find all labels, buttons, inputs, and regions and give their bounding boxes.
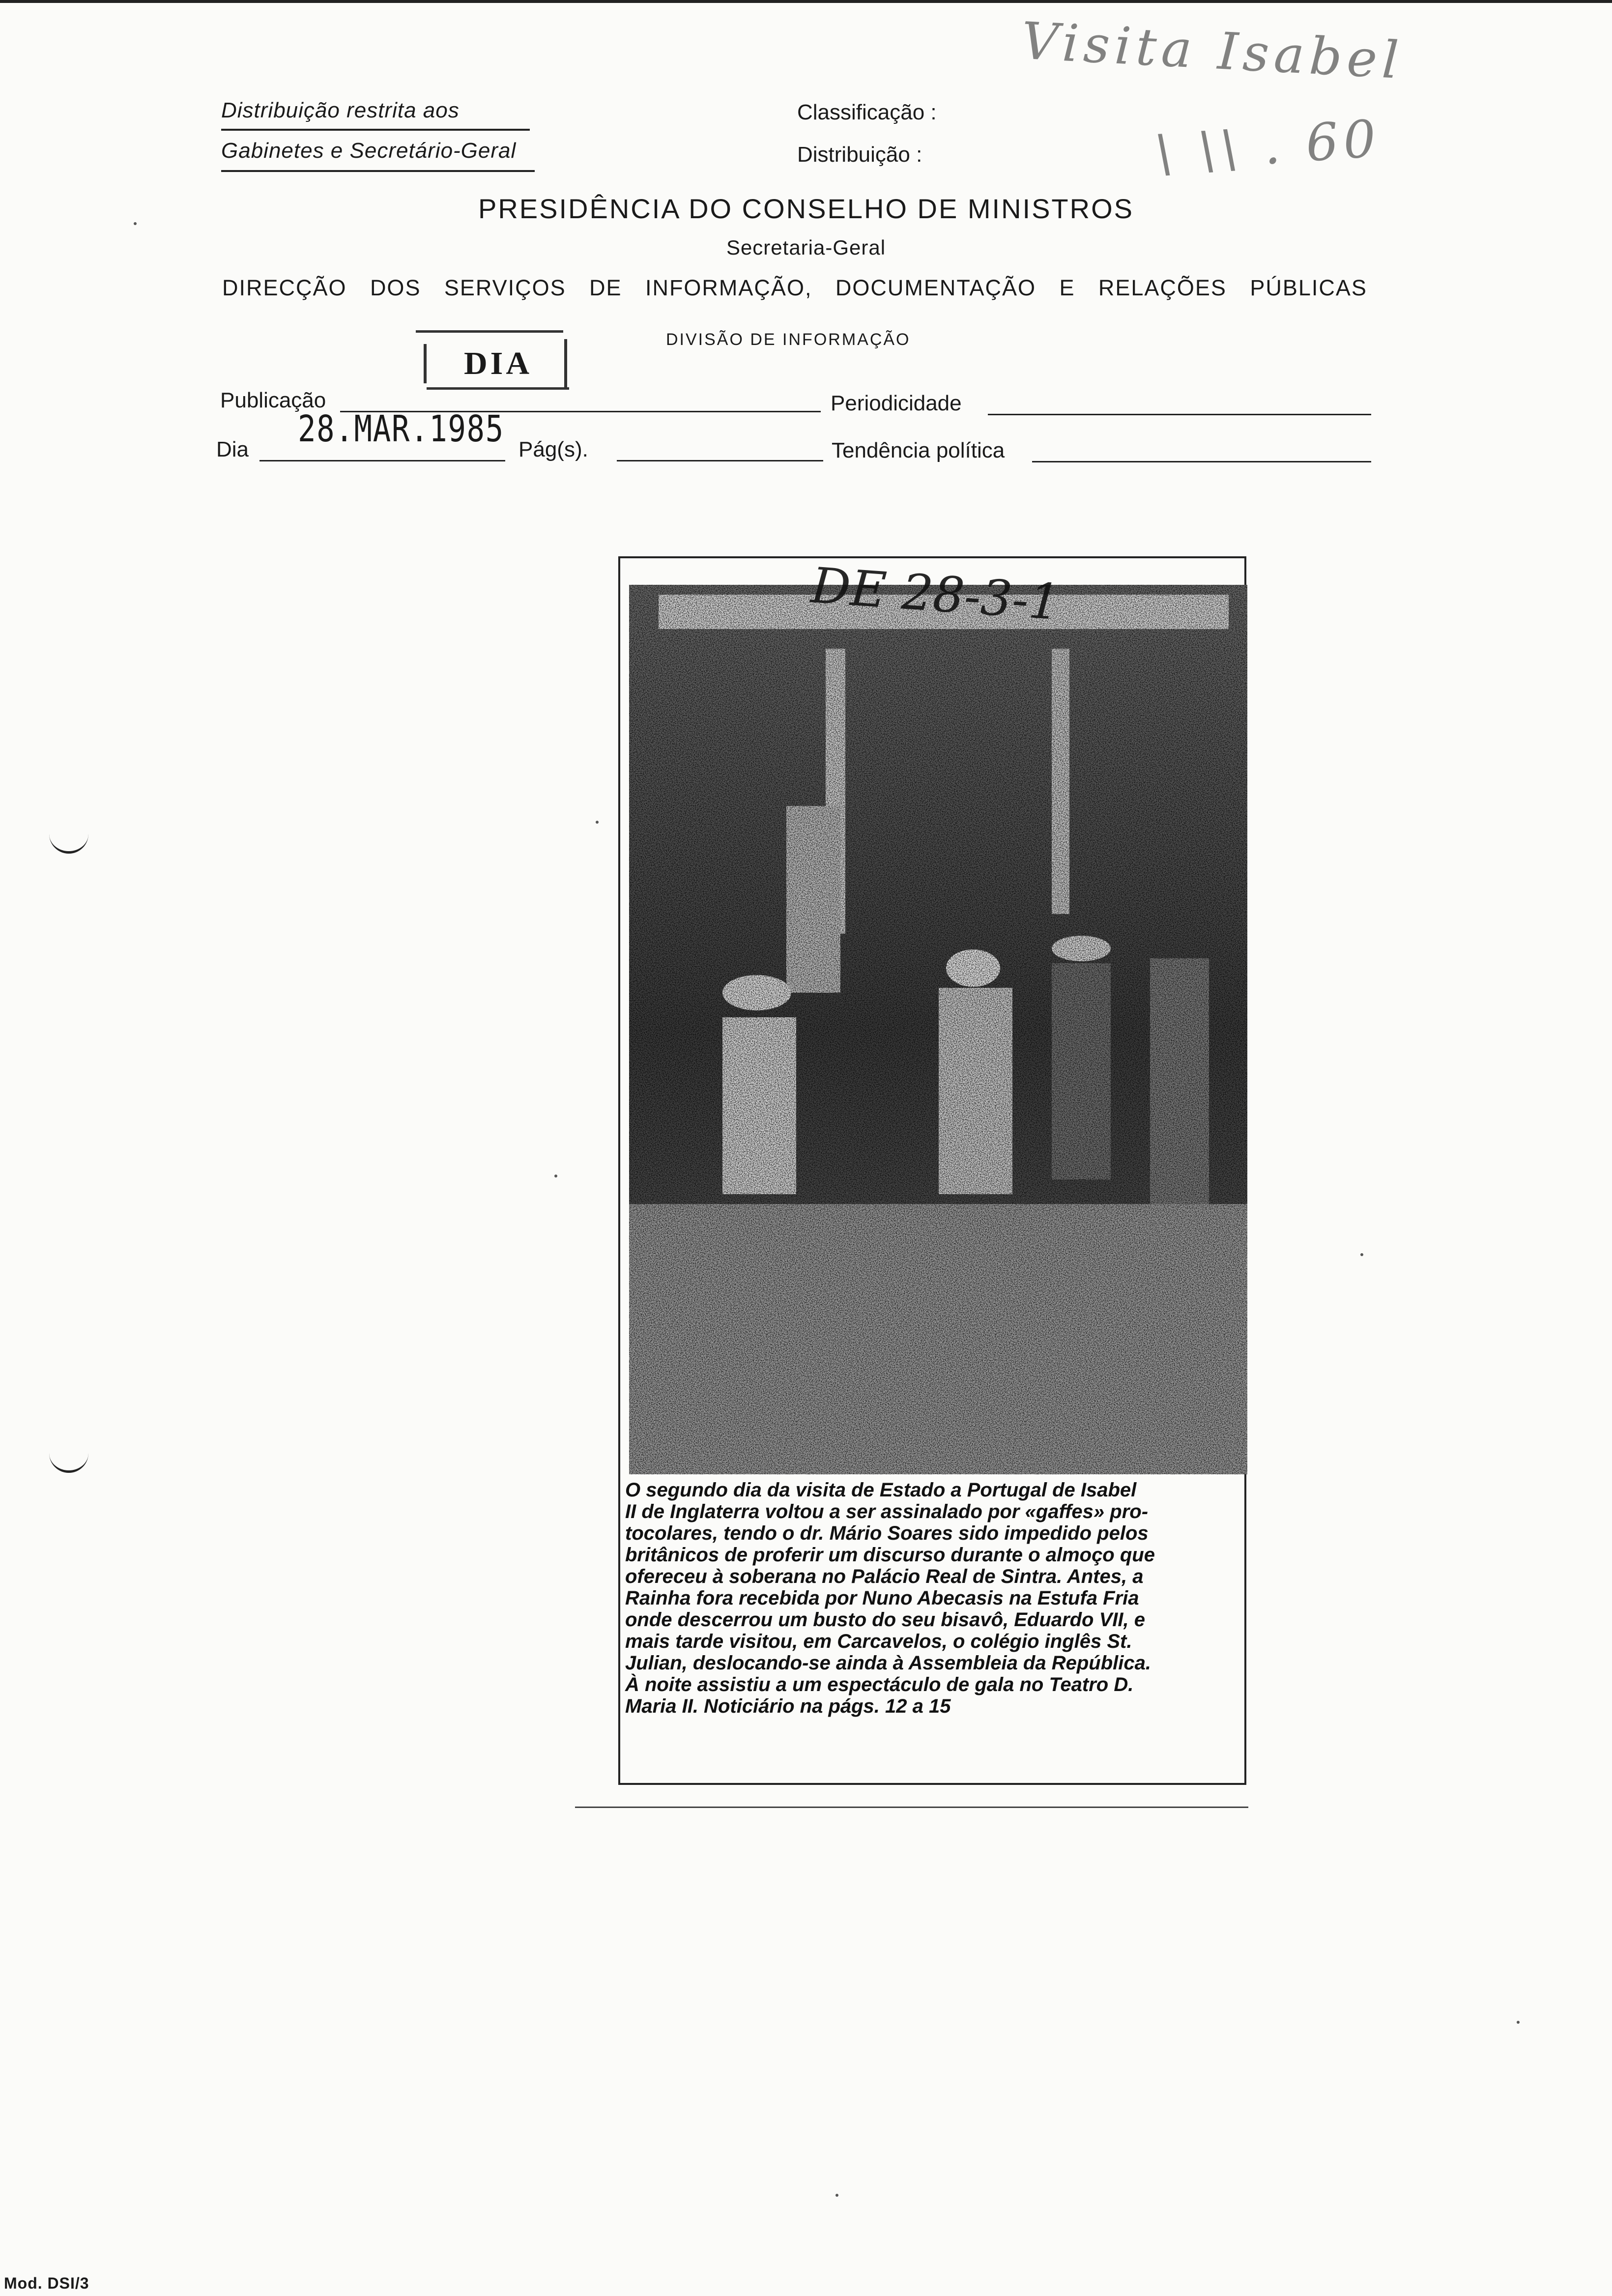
classification-label: Classificação : xyxy=(797,100,937,124)
scan-speck xyxy=(1360,1253,1363,1256)
political-tendency-field-line xyxy=(1032,461,1371,462)
day-field-line xyxy=(259,460,505,461)
publication-label: Publicação xyxy=(220,388,326,412)
form-code: Mod. DSI/3 xyxy=(4,2274,89,2292)
distribution-underline-1 xyxy=(221,129,530,131)
caption-line: À noite assistiu a um espectáculo de gala no Teatro D. xyxy=(625,1674,1134,1695)
scan-speck xyxy=(596,821,599,824)
political-tendency-label: Tendência política xyxy=(832,438,1005,462)
pages-label: Pág(s). xyxy=(518,437,588,461)
clipping-handwritten-date: DE 28-3-1 xyxy=(809,556,1062,631)
caption-line: Julian, deslocando-se ainda à Assembleia da República. xyxy=(625,1652,1151,1674)
clipping-photo xyxy=(629,585,1247,1474)
caption-line: britânicos de proferir um discurso durante o almoço que xyxy=(625,1544,1155,1566)
direction-word: INFORMAÇÃO, xyxy=(645,275,812,300)
stamp-frame-left xyxy=(424,344,427,383)
handwritten-annotation-top: Visita Isabel xyxy=(1020,10,1405,91)
distribution-underline-2 xyxy=(221,170,535,172)
clipping-caption xyxy=(625,1479,1235,1717)
direction-word: DOS xyxy=(370,275,421,300)
stamp-frame-top xyxy=(416,330,563,333)
caption-line: II de Inglaterra voltou a ser assinalado por «gaffes» pro- xyxy=(625,1501,1149,1522)
stamp-frame-bottom xyxy=(427,387,569,390)
direction-word: DE xyxy=(589,275,622,300)
pages-field-line xyxy=(617,460,823,461)
publication-stamp: DIA xyxy=(464,345,533,381)
scan-speck xyxy=(835,2194,838,2197)
caption-line: mais tarde visitou, em Carcavelos, o colégio inglês St. xyxy=(625,1631,1132,1652)
caption-line: Rainha fora recebida por Nuno Abecasis na Estufa Fria xyxy=(625,1587,1139,1609)
caption-line: O segundo dia da visita de Estado a Portugal de Isabel xyxy=(625,1479,1137,1501)
top-border xyxy=(0,0,1612,3)
division-label: DIVISÃO DE INFORMAÇÃO xyxy=(666,330,911,349)
direction-heading xyxy=(222,275,1367,301)
handwritten-annotation-number: \ \\ . 60 xyxy=(1153,108,1383,184)
distribution-label: Distribuição : xyxy=(797,143,922,167)
scan-speck xyxy=(134,222,137,225)
stamp-frame-right xyxy=(564,339,567,388)
direction-word: DIRECÇÃO xyxy=(222,275,347,300)
binder-hole-mark xyxy=(49,1451,88,1473)
caption-line: tocolares, tendo o dr. Mário Soares sido impedido pelos xyxy=(625,1522,1149,1544)
presidency-title: PRESIDÊNCIA DO CONSELHO DE MINISTROS xyxy=(478,193,1134,224)
direction-word: SERVIÇOS xyxy=(444,275,566,300)
date-stamp: 28.MAR.1985 xyxy=(298,408,504,450)
direction-word: E xyxy=(1059,275,1075,300)
direction-word: PÚBLICAS xyxy=(1250,275,1367,300)
caption-line: Maria II. Noticiário na págs. 12 a 15 xyxy=(625,1695,951,1717)
clipping-cut-line xyxy=(575,1807,1248,1808)
day-label: Dia xyxy=(216,437,249,461)
distribution-restriction-line2: Gabinetes e Secretário-Geral xyxy=(221,139,517,163)
direction-word: DOCUMENTAÇÃO xyxy=(835,275,1036,300)
direction-word: RELAÇÕES xyxy=(1098,275,1227,300)
periodicity-label: Periodicidade xyxy=(831,391,962,415)
caption-line: ofereceu à soberana no Palácio Real de Sintra. Antes, a xyxy=(625,1566,1144,1587)
scan-speck xyxy=(1517,2021,1520,2024)
binder-hole-mark xyxy=(49,832,88,854)
scan-speck xyxy=(554,1175,557,1177)
caption-line: onde descerrou um busto do seu bisavô, Eduardo VII, e xyxy=(625,1609,1145,1631)
secretariat-subtitle: Secretaria-Geral xyxy=(726,236,886,259)
distribution-restriction-line1: Distribuição restrita aos xyxy=(221,98,460,122)
periodicity-field-line xyxy=(988,414,1371,415)
